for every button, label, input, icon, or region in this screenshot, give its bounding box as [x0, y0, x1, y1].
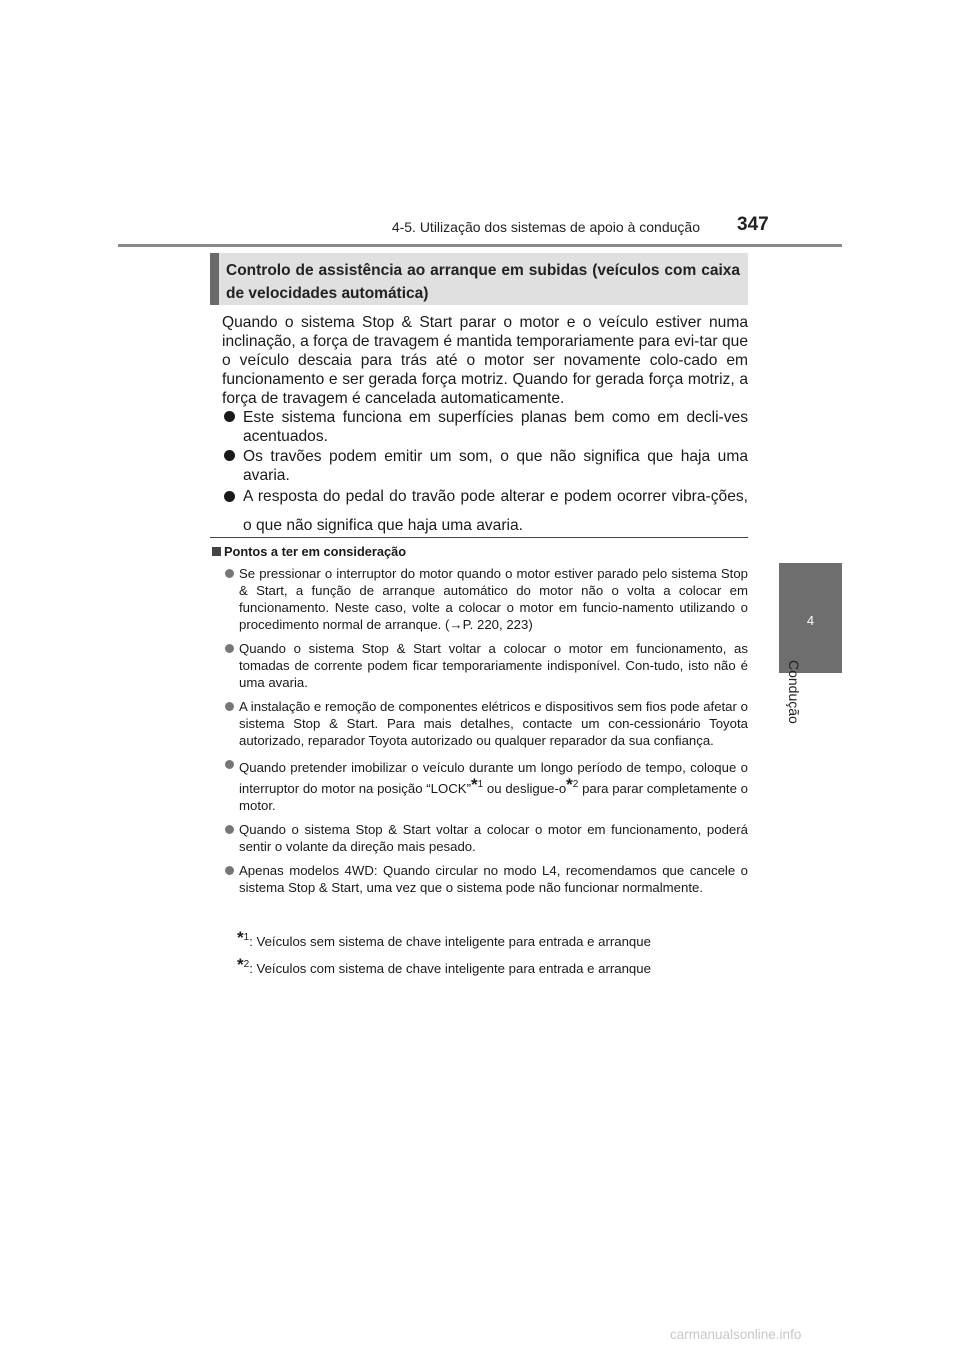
- bullet-item: [222, 408, 748, 446]
- header-rule: [118, 244, 842, 247]
- page-number: 347: [737, 214, 769, 235]
- footnote-2: [237, 955, 651, 976]
- bullet-item: [222, 482, 748, 540]
- bullet-list: [222, 408, 748, 541]
- footnote-star: *: [237, 928, 244, 947]
- footnote-1: [237, 928, 651, 949]
- footnote-star: *: [470, 775, 478, 794]
- chapter-number: 4: [806, 613, 815, 628]
- bullet-item: [222, 447, 748, 485]
- note-item: [222, 640, 748, 691]
- note-text: Se pressionar o interruptor do motor quando o motor estiver parado pelo sistema Stop & Start, a função de arranque automático do motor não o volta a colocar em funcionamento. Neste caso, volte a colocar o motor em funcio-namento utilizando o procedimento normal de arranque. (: [239, 566, 748, 632]
- footnote-ref: 2: [572, 779, 579, 790]
- bullet-text: A resposta do pedal do travão pode alterar e podem ocorrer vibra-ções, o que não significa que haja uma avaria.: [243, 488, 748, 534]
- note-item: [222, 565, 748, 633]
- note-dot-icon: [225, 760, 234, 769]
- note-item: [222, 862, 748, 896]
- bullet-dot-icon: [224, 450, 235, 461]
- footnote-text: : Veículos com sistema de chave inteligente para entrada e arranque: [249, 961, 651, 976]
- note-dot-icon: [225, 644, 234, 653]
- note-text: A instalação e remoção de componentes elétricos e dispositivos sem fios pode afetar o sistema Stop & Start. Para mais detalhes, contacte um con-cessionário Toyota autorizado, reparador Toyota autorizado ou qualquer reparador da sua confiança.: [239, 699, 748, 748]
- note-text: Apenas modelos 4WD: Quando circular no modo L4, recomendamos que cancele o sistema Stop & Start, uma vez que o sistema pode não funcionar normalmente.: [239, 863, 748, 895]
- footnote-text: : Veículos sem sistema de chave inteligente para entrada e arranque: [249, 934, 651, 949]
- note-dot-icon: [225, 866, 234, 875]
- chapter-side-tab: [779, 563, 842, 673]
- section-divider: [210, 537, 748, 538]
- footnote-star: *: [237, 955, 244, 974]
- square-marker-icon: [212, 547, 221, 556]
- footnote-mark: 2: [243, 959, 250, 970]
- note-text: Quando pretender imobilizar o veículo durante um longo período de tempo, coloque o interruptor do motor na posição “LOCK”: [239, 760, 748, 796]
- intro-paragraph: Quando o sistema Stop & Start parar o motor e o veículo estiver numa inclinação, a força de travagem é mantida temporariamente para evi-tar que o veículo descaia para trás até o motor ser novamente colo-cado em funcionamento e ser gerada força motriz. Quando for gerada força motriz, a força de travagem é cancelada automaticamente.: [222, 314, 748, 407]
- notes-heading-text: Pontos a ter em consideração: [224, 544, 407, 559]
- note-text: para parar completamente o motor.: [239, 781, 748, 813]
- section-title: Controlo de assistência ao arranque em subidas (veículos com caixa de velocidades automática): [226, 262, 740, 302]
- notes-list: [222, 565, 748, 903]
- bullet-dot-icon: [224, 491, 235, 502]
- notes-heading: [212, 544, 406, 559]
- note-text: Quando o sistema Stop & Start voltar a colocar o motor em funcionamento, poderá sentir o volante da direção mais pesado.: [239, 822, 748, 854]
- section-title-box: [210, 253, 748, 305]
- chapter-label: Condução: [786, 660, 802, 724]
- note-item: [222, 756, 748, 814]
- note-text: ou desligue-o: [483, 781, 567, 796]
- note-item: [222, 698, 748, 749]
- footnote-star: *: [566, 775, 573, 794]
- note-dot-icon: [225, 702, 234, 711]
- note-text: Quando o sistema Stop & Start voltar a colocar o motor em funcionamento, as tomadas de corrente podem ficar temporariamente indisponível. Con-tudo, isto não é uma avaria.: [239, 641, 748, 690]
- page-reference: P. 220, 223): [462, 617, 533, 632]
- note-dot-icon: [225, 825, 234, 834]
- running-header-section: 4-5. Utilização dos sistemas de apoio à condução: [391, 219, 700, 235]
- footnote-mark: 1: [243, 932, 250, 943]
- note-dot-icon: [225, 569, 234, 578]
- bullet-text: Os travões podem emitir um som, o que não significa que haja uma avaria.: [243, 448, 748, 484]
- footnote-ref: 1: [477, 779, 484, 790]
- arrow-right-icon: →: [449, 617, 463, 632]
- bullet-dot-icon: [224, 411, 235, 422]
- bullet-text: Este sistema funciona em superfícies planas bem como em decli-ves acentuados.: [243, 409, 748, 445]
- watermark: carmanualsonline.info: [670, 1327, 802, 1342]
- note-item: [222, 821, 748, 855]
